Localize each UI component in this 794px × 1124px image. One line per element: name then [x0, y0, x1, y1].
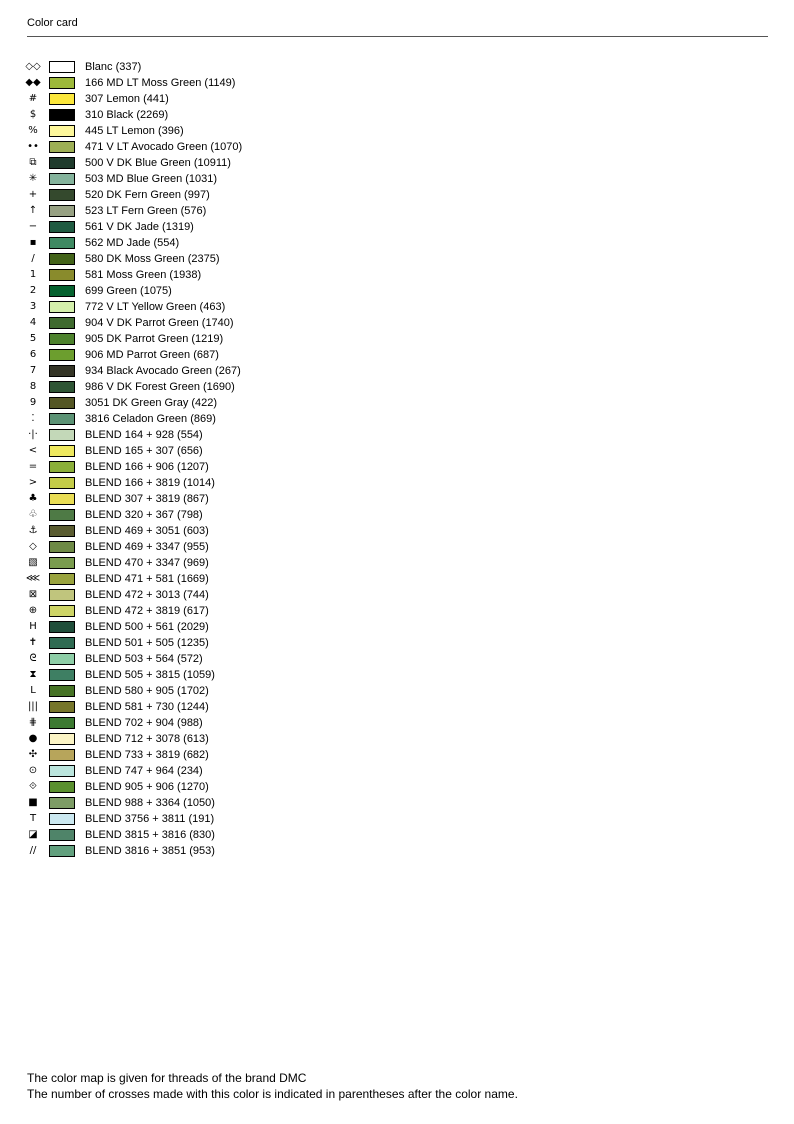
- legend-row: [26, 155, 426, 171]
- color-label: 581 Moss Green (1938): [85, 269, 202, 281]
- color-swatch: [49, 781, 75, 793]
- color-swatch: [49, 205, 75, 217]
- color-label: BLEND 503 + 564 (572): [85, 653, 203, 665]
- color-label: 904 V DK Parrot Green (1740): [85, 317, 234, 329]
- pattern-symbol-icon: ◪: [28, 829, 38, 840]
- pattern-symbol-icon: 3: [29, 301, 37, 312]
- color-swatch: [49, 397, 75, 409]
- color-swatch: [49, 733, 75, 745]
- legend-row: [26, 203, 426, 219]
- pattern-symbol-icon: ⊠: [28, 589, 38, 600]
- pattern-symbol-icon: 9: [29, 397, 37, 408]
- color-swatch: [49, 349, 75, 361]
- pattern-symbol-icon: 4: [29, 317, 37, 328]
- legend-row: [26, 715, 426, 731]
- pattern-symbol-icon: ✳: [28, 173, 38, 184]
- color-swatch: [49, 525, 75, 537]
- color-label: 3051 DK Green Gray (422): [85, 397, 218, 409]
- pattern-symbol-icon: ᘓ: [29, 653, 37, 664]
- pattern-symbol-icon: ●: [28, 733, 38, 744]
- legend-row: [26, 699, 426, 715]
- color-swatch: [49, 589, 75, 601]
- color-label: BLEND 500 + 561 (2029): [85, 621, 209, 633]
- color-swatch: [49, 461, 75, 473]
- pattern-symbol-icon: ♣: [28, 493, 38, 504]
- footer-line-brand: The color map is given for threads of the brand DMC: [27, 1071, 307, 1085]
- legend-row: [26, 187, 426, 203]
- color-swatch: [49, 221, 75, 233]
- color-label: BLEND 3756 + 3811 (191): [85, 813, 215, 825]
- legend-row: [26, 491, 426, 507]
- pattern-symbol-icon: 6: [29, 349, 37, 360]
- legend-row: [26, 395, 426, 411]
- legend-row: [26, 827, 426, 843]
- color-swatch: [49, 189, 75, 201]
- color-swatch: [49, 285, 75, 297]
- color-swatch: [49, 93, 75, 105]
- legend-row: [26, 219, 426, 235]
- color-label: BLEND 166 + 3819 (1014): [85, 477, 215, 489]
- page-title: Color card: [27, 17, 78, 29]
- pattern-symbol-icon: /: [31, 253, 35, 264]
- legend-row: [26, 91, 426, 107]
- color-swatch: [49, 445, 75, 457]
- pattern-symbol-icon: ▧: [28, 557, 38, 568]
- footer-line-crosses: The number of crosses made with this color is indicated in parentheses after the color name.: [27, 1087, 518, 1101]
- legend-row: [26, 315, 426, 331]
- pattern-symbol-icon: ◆◆: [25, 77, 41, 88]
- legend-row: [26, 299, 426, 315]
- color-swatch: [49, 717, 75, 729]
- legend-row: [26, 523, 426, 539]
- color-label: BLEND 471 + 581 (1669): [85, 573, 209, 585]
- legend-row: [26, 331, 426, 347]
- legend-row: [26, 779, 426, 795]
- pattern-symbol-icon: L: [30, 685, 36, 696]
- color-swatch: [49, 557, 75, 569]
- legend-row: [26, 571, 426, 587]
- color-label: BLEND 905 + 906 (1270): [85, 781, 209, 793]
- pattern-symbol-icon: 7: [29, 365, 37, 376]
- color-swatch: [49, 429, 75, 441]
- legend-row: [26, 747, 426, 763]
- legend-row: [26, 651, 426, 667]
- header-divider: [27, 36, 768, 37]
- pattern-symbol-icon: ⚓: [28, 525, 38, 536]
- pattern-symbol-icon: 5: [29, 333, 37, 344]
- color-swatch: [49, 573, 75, 585]
- color-legend: [26, 59, 426, 859]
- color-label: BLEND 580 + 905 (1702): [85, 685, 209, 697]
- color-swatch: [49, 653, 75, 665]
- pattern-symbol-icon: ·|·: [28, 429, 38, 440]
- color-swatch: [49, 509, 75, 521]
- color-label: 934 Black Avocado Green (267): [85, 365, 241, 377]
- pattern-symbol-icon: //: [29, 845, 37, 856]
- legend-row: [26, 283, 426, 299]
- color-label: BLEND 581 + 730 (1244): [85, 701, 209, 713]
- legend-row: [26, 811, 426, 827]
- pattern-symbol-icon: ✝: [28, 637, 38, 648]
- color-label: BLEND 165 + 307 (656): [85, 445, 203, 457]
- color-label: 561 V DK Jade (1319): [85, 221, 194, 233]
- legend-row: [26, 267, 426, 283]
- legend-row: [26, 75, 426, 91]
- color-label: BLEND 702 + 904 (988): [85, 717, 203, 729]
- legend-row: [26, 363, 426, 379]
- legend-row: [26, 795, 426, 811]
- pattern-symbol-icon: #: [28, 93, 38, 104]
- legend-row: [26, 459, 426, 475]
- pattern-symbol-icon: %: [28, 125, 38, 136]
- pattern-symbol-icon: +: [28, 189, 38, 200]
- pattern-symbol-icon: ⊕: [28, 605, 38, 616]
- color-swatch: [49, 749, 75, 761]
- color-swatch: [49, 493, 75, 505]
- legend-row: [26, 427, 426, 443]
- color-label: 500 V DK Blue Green (10911): [85, 157, 231, 169]
- color-swatch: [49, 109, 75, 121]
- color-swatch: [49, 157, 75, 169]
- pattern-symbol-icon: 1: [29, 269, 37, 280]
- legend-row: [26, 843, 426, 859]
- color-label: BLEND 470 + 3347 (969): [85, 557, 209, 569]
- legend-row: [26, 683, 426, 699]
- color-swatch: [49, 381, 75, 393]
- color-label: 307 Lemon (441): [85, 93, 169, 105]
- color-label: BLEND 469 + 3051 (603): [85, 525, 209, 537]
- color-swatch: [49, 845, 75, 857]
- pattern-symbol-icon: ⋕: [28, 717, 38, 728]
- color-label: BLEND 472 + 3819 (617): [85, 605, 209, 617]
- color-label: BLEND 307 + 3819 (867): [85, 493, 209, 505]
- color-label: 986 V DK Forest Green (1690): [85, 381, 235, 393]
- color-swatch: [49, 637, 75, 649]
- footer-notes: [27, 1070, 518, 1102]
- legend-row: [26, 123, 426, 139]
- legend-row: [26, 235, 426, 251]
- color-swatch: [49, 685, 75, 697]
- color-label: 523 LT Fern Green (576): [85, 205, 207, 217]
- color-label: BLEND 733 + 3819 (682): [85, 749, 209, 761]
- color-label: BLEND 3815 + 3816 (830): [85, 829, 215, 841]
- color-swatch: [49, 765, 75, 777]
- color-swatch: [49, 173, 75, 185]
- color-label: 906 MD Parrot Green (687): [85, 349, 219, 361]
- pattern-symbol-icon: 2: [29, 285, 37, 296]
- color-label: BLEND 469 + 3347 (955): [85, 541, 209, 553]
- legend-row: [26, 347, 426, 363]
- color-swatch: [49, 605, 75, 617]
- pattern-symbol-icon: |||: [27, 701, 39, 712]
- pattern-symbol-icon: −: [28, 221, 38, 232]
- pattern-symbol-icon: ⟐: [29, 781, 37, 792]
- color-label: BLEND 505 + 3815 (1059): [85, 669, 215, 681]
- pattern-symbol-icon: ♧: [28, 509, 38, 520]
- legend-row: [26, 411, 426, 427]
- color-label: 562 MD Jade (554): [85, 237, 180, 249]
- color-swatch: [49, 477, 75, 489]
- color-label: 166 MD LT Moss Green (1149): [85, 77, 236, 89]
- color-label: Blanc (337): [85, 61, 142, 73]
- legend-row: [26, 107, 426, 123]
- pattern-symbol-icon: ••: [27, 141, 39, 152]
- color-label: 580 DK Moss Green (2375): [85, 253, 220, 265]
- color-label: BLEND 712 + 3078 (613): [85, 733, 209, 745]
- legend-row: [26, 763, 426, 779]
- pattern-symbol-icon: ⧉: [29, 157, 37, 168]
- pattern-symbol-icon: ▪: [29, 237, 37, 248]
- color-swatch: [49, 701, 75, 713]
- legend-row: [26, 619, 426, 635]
- color-label: 310 Black (2269): [85, 109, 169, 121]
- color-label: 520 DK Fern Green (997): [85, 189, 210, 201]
- color-label: 445 LT Lemon (396): [85, 125, 184, 137]
- pattern-symbol-icon: ⧗: [29, 669, 37, 680]
- color-label: BLEND 501 + 505 (1235): [85, 637, 209, 649]
- pattern-symbol-icon: 8: [29, 381, 37, 392]
- color-swatch: [49, 541, 75, 553]
- pattern-symbol-icon: $: [29, 109, 37, 120]
- legend-row: [26, 667, 426, 683]
- color-swatch: [49, 317, 75, 329]
- pattern-symbol-icon: ⁚: [31, 413, 35, 424]
- legend-row: [26, 443, 426, 459]
- color-label: BLEND 988 + 3364 (1050): [85, 797, 215, 809]
- color-swatch: [49, 413, 75, 425]
- color-swatch: [49, 365, 75, 377]
- color-swatch: [49, 269, 75, 281]
- color-swatch: [49, 253, 75, 265]
- legend-row: [26, 171, 426, 187]
- color-swatch: [49, 125, 75, 137]
- pattern-symbol-icon: >: [28, 477, 38, 488]
- pattern-symbol-icon: ↑: [28, 205, 38, 216]
- color-swatch: [49, 813, 75, 825]
- legend-row: [26, 139, 426, 155]
- color-swatch: [49, 61, 75, 73]
- legend-row: [26, 587, 426, 603]
- legend-row: [26, 251, 426, 267]
- legend-row: [26, 731, 426, 747]
- pattern-symbol-icon: ✣: [28, 749, 38, 760]
- color-swatch: [49, 669, 75, 681]
- color-label: 772 V LT Yellow Green (463): [85, 301, 226, 313]
- color-swatch: [49, 141, 75, 153]
- pattern-symbol-icon: ◇: [29, 541, 37, 552]
- pattern-symbol-icon: H: [29, 621, 37, 632]
- color-label: 699 Green (1075): [85, 285, 172, 297]
- color-swatch: [49, 237, 75, 249]
- legend-row: [26, 379, 426, 395]
- color-swatch: [49, 301, 75, 313]
- color-swatch: [49, 77, 75, 89]
- color-label: BLEND 472 + 3013 (744): [85, 589, 209, 601]
- legend-row: [26, 635, 426, 651]
- pattern-symbol-icon: =: [28, 461, 38, 472]
- pattern-symbol-icon: <: [28, 445, 38, 456]
- legend-row: [26, 507, 426, 523]
- color-label: 3816 Celadon Green (869): [85, 413, 216, 425]
- color-swatch: [49, 797, 75, 809]
- color-swatch: [49, 621, 75, 633]
- color-label: BLEND 747 + 964 (234): [85, 765, 203, 777]
- color-label: BLEND 320 + 367 (798): [85, 509, 203, 521]
- color-label: 905 DK Parrot Green (1219): [85, 333, 224, 345]
- color-label: BLEND 3816 + 3851 (953): [85, 845, 215, 857]
- pattern-symbol-icon: ⊙: [28, 765, 38, 776]
- legend-row: [26, 59, 426, 75]
- legend-row: [26, 603, 426, 619]
- legend-row: [26, 539, 426, 555]
- pattern-symbol-icon: T: [29, 813, 37, 824]
- color-label: 503 MD Blue Green (1031): [85, 173, 218, 185]
- pattern-symbol-icon: ■: [28, 797, 38, 808]
- color-swatch: [49, 829, 75, 841]
- color-label: BLEND 166 + 906 (1207): [85, 461, 209, 473]
- legend-row: [26, 475, 426, 491]
- color-swatch: [49, 333, 75, 345]
- color-label: BLEND 164 + 928 (554): [85, 429, 203, 441]
- pattern-symbol-icon: ⋘: [25, 573, 41, 584]
- color-label: 471 V LT Avocado Green (1070): [85, 141, 243, 153]
- pattern-symbol-icon: ◇◇: [25, 61, 41, 72]
- legend-row: [26, 555, 426, 571]
